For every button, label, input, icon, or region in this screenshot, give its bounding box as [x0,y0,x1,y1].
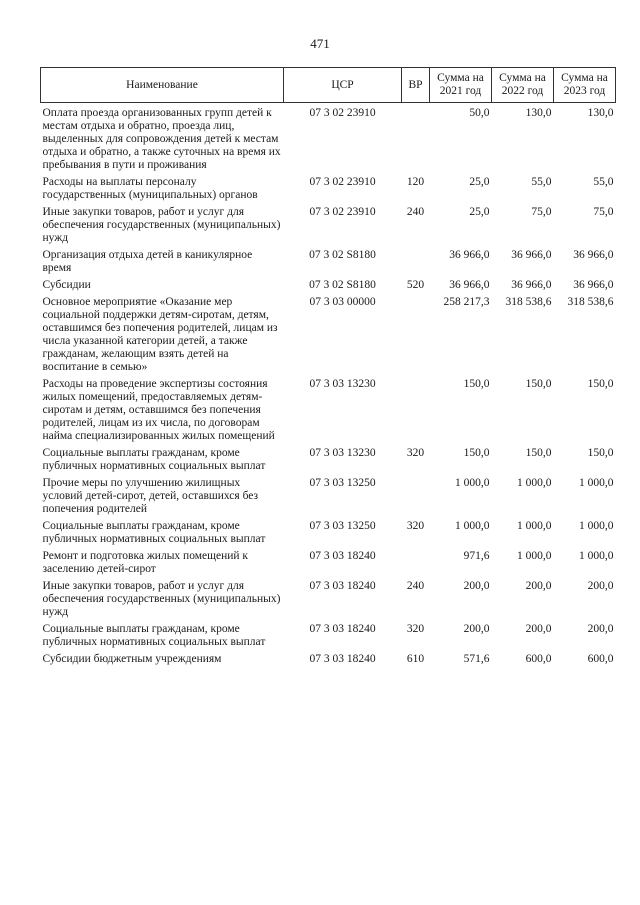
cell-vr: 240 [406,580,425,592]
cell-2022: 150,0 [525,378,552,390]
cell-2021: 25,0 [469,206,490,218]
cell-2021: 50,0 [469,107,490,119]
cell-2023: 600,0 [587,653,614,665]
table-header [41,68,616,103]
cell-csr: 07 3 03 13250 [309,520,376,532]
cell-csr: 07 3 03 18240 [309,653,376,665]
cell-2022: 130,0 [525,107,552,119]
table-row [41,172,616,202]
cell-vr [402,103,430,173]
cell-2023: 36 966,0 [573,249,614,261]
cell-2021: 1 000,0 [455,477,490,489]
cell-2023: 75,0 [593,206,614,218]
table-row [41,245,616,275]
cell-2022: 36 966,0 [511,279,552,291]
cell-vr: 320 [406,447,425,459]
cell-name: Социальные выплаты гражданам, кроме публичных нормативных социальных выплат [42,623,266,648]
cell-vr [402,245,430,275]
cell-2021: 200,0 [463,580,490,592]
budget-table-container [40,67,615,666]
cell-2023: 36 966,0 [573,279,614,291]
cell-name: Расходы на выплаты персоналу государственных (муниципальных) органов [42,176,258,201]
cell-csr: 07 3 03 18240 [309,550,376,562]
table-row [41,546,616,576]
cell-2021: 258 217,3 [443,296,490,308]
cell-csr: 07 3 02 S8180 [309,249,376,261]
cell-2022: 200,0 [525,580,552,592]
cell-name: Социальные выплаты гражданам, кроме публичных нормативных социальных выплат [42,447,266,472]
cell-2021: 25,0 [469,176,490,188]
cell-2021: 150,0 [463,447,490,459]
cell-2023: 55,0 [593,176,614,188]
header-2021: Сумма на 2021 год [430,68,492,103]
cell-name: Основное мероприятие «Оказание мер социальной поддержки детям-сиротам, детям, оставшимся без попечения родителей, лицам из числа указанной категории детей, а также гражданам, желающим взять детей на воспитание в семью» [42,296,278,373]
table-row [41,103,616,173]
cell-csr: 07 3 02 23910 [309,176,376,188]
cell-2023: 1 000,0 [579,477,614,489]
cell-2023: 1 000,0 [579,550,614,562]
cell-2022: 150,0 [525,447,552,459]
header-2022: Сумма на 2022 год [492,68,554,103]
cell-csr: 07 3 03 18240 [309,623,376,635]
header-row [41,68,616,103]
cell-2023: 200,0 [587,623,614,635]
cell-vr: 610 [406,653,425,665]
table-row [41,649,616,666]
cell-2021: 150,0 [463,378,490,390]
cell-2022: 1 000,0 [517,477,552,489]
table-row [41,576,616,619]
cell-2021: 200,0 [463,623,490,635]
cell-csr: 07 3 02 23910 [309,206,376,218]
cell-2023: 200,0 [587,580,614,592]
cell-name: Субсидии [42,279,91,291]
cell-vr [402,374,430,443]
cell-vr: 520 [406,279,425,291]
table-row [41,202,616,245]
cell-name: Иные закупки товаров, работ и услуг для обеспечения государственных (муниципальных) нужд [42,206,281,244]
cell-2023: 318 538,6 [567,296,614,308]
cell-vr: 240 [406,206,425,218]
cell-name: Прочие меры по улучшению жилищных условий детей-сирот, детей, оставшихся без попечения родителей [42,477,259,515]
header-csr: ЦСР [284,68,402,103]
table-row [41,374,616,443]
cell-2021: 971,6 [463,550,490,562]
table-row [41,443,616,473]
cell-csr: 07 3 03 13230 [309,378,376,390]
cell-vr: 120 [406,176,425,188]
page-number: 471 [310,36,330,51]
cell-name: Организация отдыха детей в каникулярное время [42,249,253,274]
cell-vr [402,546,430,576]
cell-2023: 1 000,0 [579,520,614,532]
cell-2023: 150,0 [587,378,614,390]
table-row [41,292,616,374]
cell-name: Субсидии бюджетным учреждениям [42,653,222,665]
cell-csr: 07 3 02 23910 [309,107,376,119]
cell-2022: 36 966,0 [511,249,552,261]
table-row [41,473,616,516]
cell-csr: 07 3 02 S8180 [309,279,376,291]
header-vr: ВР [402,68,430,103]
cell-name: Оплата проезда организованных групп детей к местам отдыха и обратно, проезда лиц, выделенных для сопровождения детей к местам отдыха и обратно, а также суточных на время их пребывания в пути и проживания [42,107,281,171]
table-row [41,275,616,292]
cell-2022: 600,0 [525,653,552,665]
cell-2022: 55,0 [531,176,552,188]
cell-2022: 1 000,0 [517,520,552,532]
budget-table [40,67,616,666]
table-row [41,516,616,546]
cell-name: Расходы на проведение экспертизы состояния жилых помещений, предоставляемых детям-сиротам и детям, оставшимся без попечения родителей, лицам из их числа, по договорам найма специализированных жилых помещений [42,378,275,442]
cell-2021: 36 966,0 [449,249,490,261]
cell-2022: 318 538,6 [505,296,552,308]
cell-csr: 07 3 03 18240 [309,580,376,592]
cell-name: Иные закупки товаров, работ и услуг для обеспечения государственных (муниципальных) нужд [42,580,281,618]
cell-vr: 320 [406,520,425,532]
cell-2021: 571,6 [463,653,490,665]
cell-2023: 150,0 [587,447,614,459]
cell-2022: 200,0 [525,623,552,635]
cell-vr [402,292,430,374]
cell-2022: 1 000,0 [517,550,552,562]
table-body [41,103,616,667]
cell-csr: 07 3 03 00000 [309,296,376,308]
cell-name: Ремонт и подготовка жилых помещений к заселению детей-сирот [42,550,249,575]
table-row [41,619,616,649]
cell-csr: 07 3 03 13250 [309,477,376,489]
header-2023: Сумма на 2023 год [554,68,616,103]
cell-name: Социальные выплаты гражданам, кроме публичных нормативных социальных выплат [42,520,266,545]
cell-vr: 320 [406,623,425,635]
cell-2021: 1 000,0 [455,520,490,532]
cell-2022: 75,0 [531,206,552,218]
cell-2021: 36 966,0 [449,279,490,291]
cell-vr [402,473,430,516]
cell-csr: 07 3 03 13230 [309,447,376,459]
header-name: Наименование [41,68,284,103]
cell-2023: 130,0 [587,107,614,119]
